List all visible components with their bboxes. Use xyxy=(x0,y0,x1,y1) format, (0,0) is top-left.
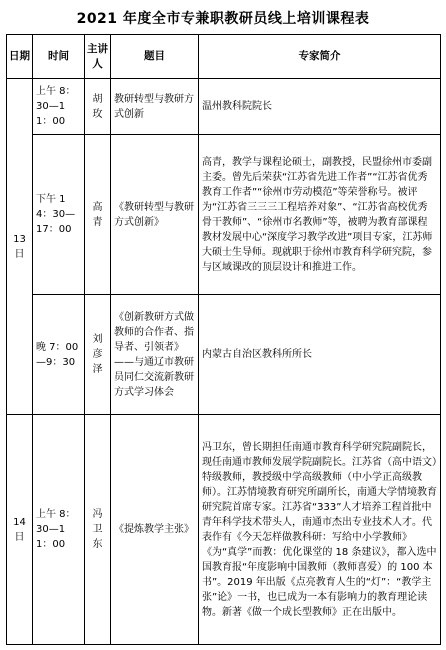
table-header-row xyxy=(7,35,441,79)
speaker-cell: 胡玫 xyxy=(85,79,111,135)
speaker-cell: 高青 xyxy=(85,135,111,295)
page-title: 2021 年度全市专兼职教研员线上培训课程表 xyxy=(76,11,370,27)
date-cell: 14日 xyxy=(7,415,33,645)
schedule-table xyxy=(6,34,441,645)
time-cell: 上午 8：30—11：00 xyxy=(33,415,85,645)
time-cell: 晚 7：00—9：30 xyxy=(33,295,85,415)
intro-cell: 高青，教学与课程论硕士，副教授，民盟徐州市委副主委。曾先后荣获“江苏省先进工作者”“江苏省优秀教育工作者”“徐州市劳动模范”等荣誉称号。被评为“江苏省三三三工程培养对象”、“江苏省高校优秀骨干教师”、“徐州市名教师”等，被聘为教育部课程教材发展中心“深度学习教学改进”项目专家，江苏师大硕士生导师。现就职于徐州市教育科学研究院，参与区域课改的顶层设计和推进工作。 xyxy=(199,135,441,295)
time-cell: 下午 14：30—17：00 xyxy=(33,135,85,295)
topic-cell: 《提炼教学主张》 xyxy=(111,415,199,645)
header-date: 日期 xyxy=(7,35,33,79)
speaker-cell: 冯卫东 xyxy=(85,415,111,645)
topic-cell: 《创新教研方式做教师的合作者、指导者、引领者》——与通辽市教研员同仁交流新教研方式学习体会 xyxy=(111,295,199,415)
time-cell: 上午 8：30—11：00 xyxy=(33,79,85,135)
intro-cell: 内蒙古自治区教科所所长 xyxy=(199,295,441,415)
header-time: 时间 xyxy=(33,35,85,79)
header-topic: 题目 xyxy=(111,35,199,79)
speaker-cell: 刘彦泽 xyxy=(85,295,111,415)
date-cell: 13日 xyxy=(7,79,33,415)
table-row xyxy=(7,415,441,645)
table-row xyxy=(7,135,441,295)
table-row xyxy=(7,79,441,135)
table-row xyxy=(7,295,441,415)
header-intro: 专家简介 xyxy=(199,35,441,79)
intro-cell: 温州教科院院长 xyxy=(199,79,441,135)
header-speaker: 主讲人 xyxy=(85,35,111,79)
intro-cell: 冯卫东，曾长期担任南通市教育科学研究院副院长，现任南通市教师发展学院副院长。江苏省（高中语文）特级教师，教授级中学高级教师（中小学正高级教师）。江苏情境教育研究所副所长，南通大学情境教育研究院首席专家。江苏省“333”人才培养工程首批中青年科学技术带头人，南通市杰出专业技术人才。代表作有《今天怎样做教科研：写给中小学教师》《为“真学”而教：优化课堂的 18 条建议》，都入选中国教育报“年度影响中国教师（教师喜爱）的 100 本书”。2019 年出版《点亮教育人生的“灯”：“教学主张”论》一书，也已成为一本有影响力的教育理论读物。新著《做一个成长型教师》正在出版中。 xyxy=(199,415,441,645)
topic-cell: 《教研转型与教研方式创新》 xyxy=(111,135,199,295)
topic-cell: 教研转型与教研方式创新 xyxy=(111,79,199,135)
